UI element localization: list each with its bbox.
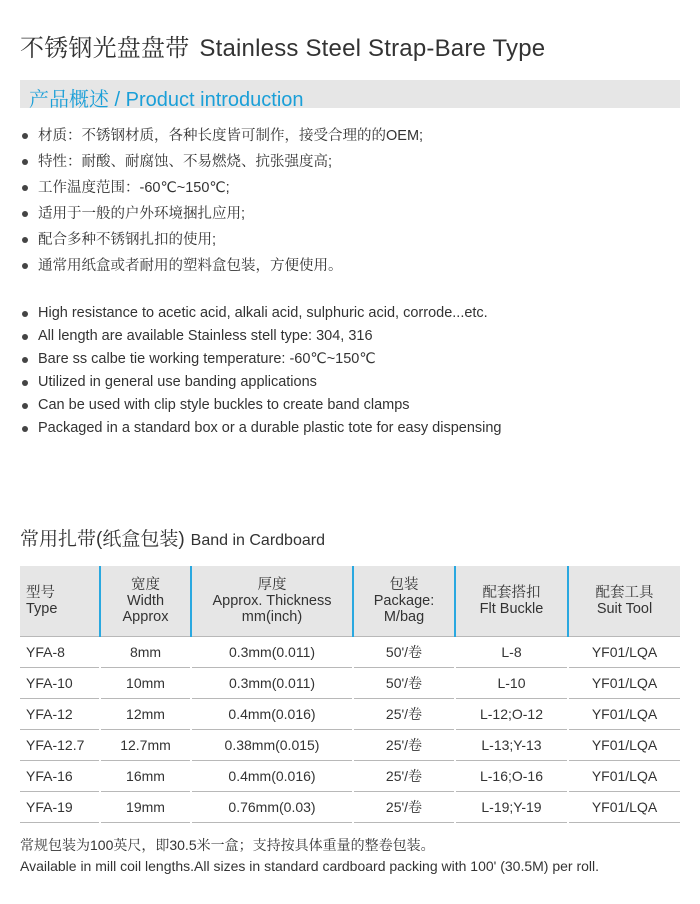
- packaging-note-en: Available in mill coil lengths.All sizes in standard cardboard packing with 100' (30.5M) per roll.: [20, 858, 600, 874]
- table-row: [20, 730, 680, 761]
- table-cell: YF01/LQA: [568, 792, 680, 823]
- header-cell-line: 厚度: [257, 577, 287, 593]
- table-row: [20, 668, 680, 699]
- table-cell: YFA-16: [20, 761, 100, 792]
- table-cell: L-12;O-12: [455, 699, 568, 730]
- feature-cn-item: 工作温度范围：-60℃~150℃;: [20, 175, 423, 201]
- header-cell-line: mm(inch): [241, 609, 303, 625]
- table-cell: 25'/卷: [353, 699, 455, 730]
- feature-en-item: Packaged in a standard box or a durable plastic tote for easy dispensing: [20, 417, 501, 440]
- section-header-label: 产品概述 / Product introduction: [29, 89, 304, 111]
- table-cell: 8mm: [100, 637, 191, 668]
- feature-cn-item: 材质：不锈钢材质，各种长度皆可制作，接受合理的的OEM;: [20, 123, 423, 149]
- feature-en-item: Utilized in general use banding applications: [20, 371, 501, 394]
- table-cell: 0.4mm(0.016): [191, 761, 353, 792]
- table-cell: YF01/LQA: [568, 761, 680, 792]
- header-cell-line: 配套搭扣: [482, 585, 541, 601]
- page-title-cn: 不锈钢光盘盘带: [20, 35, 190, 62]
- table-cell: 50'/卷: [353, 668, 455, 699]
- header-cell-line: 包装: [389, 577, 419, 593]
- section-header-bar: [20, 80, 680, 111]
- table-cell: 16mm: [100, 761, 191, 792]
- table-cell: 0.3mm(0.011): [191, 668, 353, 699]
- table-row: [20, 761, 680, 792]
- table-cell: 10mm: [100, 668, 191, 699]
- table-row: [20, 699, 680, 730]
- table-cell: L-10: [455, 668, 568, 699]
- header-cell-line: 宽度: [131, 577, 160, 593]
- table-cell: 0.3mm(0.011): [191, 637, 353, 668]
- table-cell: YFA-12.7: [20, 730, 100, 761]
- table-cell: 0.38mm(0.015): [191, 730, 353, 761]
- table-cell: 12mm: [100, 699, 191, 730]
- spec-table-header: [20, 566, 680, 637]
- page-title-en: Stainless Steel Strap-Bare Type: [199, 35, 546, 62]
- table-cell: L-16;O-16: [455, 761, 568, 792]
- header-cell-line: Type: [26, 601, 58, 617]
- table-cell: YFA-12: [20, 699, 100, 730]
- feature-en-item: Bare ss calbe tie working temperature: -60℃~150℃: [20, 348, 501, 371]
- feature-en-item: All length are available Stainless stell type: 304, 316: [20, 325, 501, 348]
- features-en-list: [20, 302, 501, 440]
- header-cell-line: Package:: [373, 593, 435, 609]
- band-title-en: Band in Cardboard: [190, 532, 325, 549]
- table-cell: L-8: [455, 637, 568, 668]
- table-cell: 50'/卷: [353, 637, 455, 668]
- header-cell: [100, 566, 191, 637]
- table-cell: L-13;Y-13: [455, 730, 568, 761]
- table-cell: 0.4mm(0.016): [191, 699, 353, 730]
- page-title: [20, 28, 545, 63]
- table-cell: 12.7mm: [100, 730, 191, 761]
- table-cell: 25'/卷: [353, 792, 455, 823]
- feature-cn-item: 配合多种不锈钢扎扣的使用;: [20, 227, 423, 253]
- feature-cn-item: 适用于一般的户外环境捆扎应用;: [20, 201, 423, 227]
- header-cell: [20, 566, 100, 637]
- feature-en-item: Can be used with clip style buckles to create band clamps: [20, 394, 501, 417]
- feature-en-item: High resistance to acetic acid, alkali acid, sulphuric acid, corrode...etc.: [20, 302, 501, 325]
- spec-table: [20, 566, 680, 823]
- header-cell: [568, 566, 680, 637]
- spec-table-body: [20, 637, 680, 823]
- header-cell-line: M/bag: [383, 609, 425, 625]
- table-cell: YF01/LQA: [568, 637, 680, 668]
- table-cell: YFA-8: [20, 637, 100, 668]
- table-cell: YFA-10: [20, 668, 100, 699]
- table-cell: YF01/LQA: [568, 668, 680, 699]
- table-cell: 25'/卷: [353, 730, 455, 761]
- table-row: [20, 637, 680, 668]
- band-section-title: [20, 524, 325, 551]
- table-cell: YFA-19: [20, 792, 100, 823]
- header-cell: [353, 566, 455, 637]
- features-cn-list: [20, 123, 423, 279]
- header-cell-line: Suit Tool: [596, 601, 653, 617]
- header-cell-line: Approx: [122, 609, 169, 625]
- header-cell: [191, 566, 353, 637]
- header-cell-line: Flt Buckle: [479, 601, 544, 617]
- header-cell-line: 配套工具: [595, 585, 654, 601]
- table-cell: 25'/卷: [353, 761, 455, 792]
- band-title-cn: 常用扎带(纸盒包装): [20, 529, 185, 550]
- feature-cn-item: 特性：耐酸、耐腐蚀、不易燃烧、抗张强度高;: [20, 149, 423, 175]
- header-cell-line: 型号: [26, 585, 55, 601]
- table-cell: 0.76mm(0.03): [191, 792, 353, 823]
- header-cell-line: Approx. Thickness: [212, 593, 332, 609]
- feature-cn-item: 通常用纸盒或者耐用的塑料盒包装，方便使用。: [20, 253, 423, 279]
- table-cell: YF01/LQA: [568, 699, 680, 730]
- header-cell: [455, 566, 568, 637]
- table-cell: L-19;Y-19: [455, 792, 568, 823]
- table-cell: YF01/LQA: [568, 730, 680, 761]
- spec-table-header-row: [20, 566, 680, 637]
- table-row: [20, 792, 680, 823]
- packaging-note-cn: 常规包装为100英尺，即30.5米一盒；支持按具体重量的整卷包装。: [20, 837, 435, 853]
- header-cell-line: Width: [126, 593, 165, 609]
- table-cell: 19mm: [100, 792, 191, 823]
